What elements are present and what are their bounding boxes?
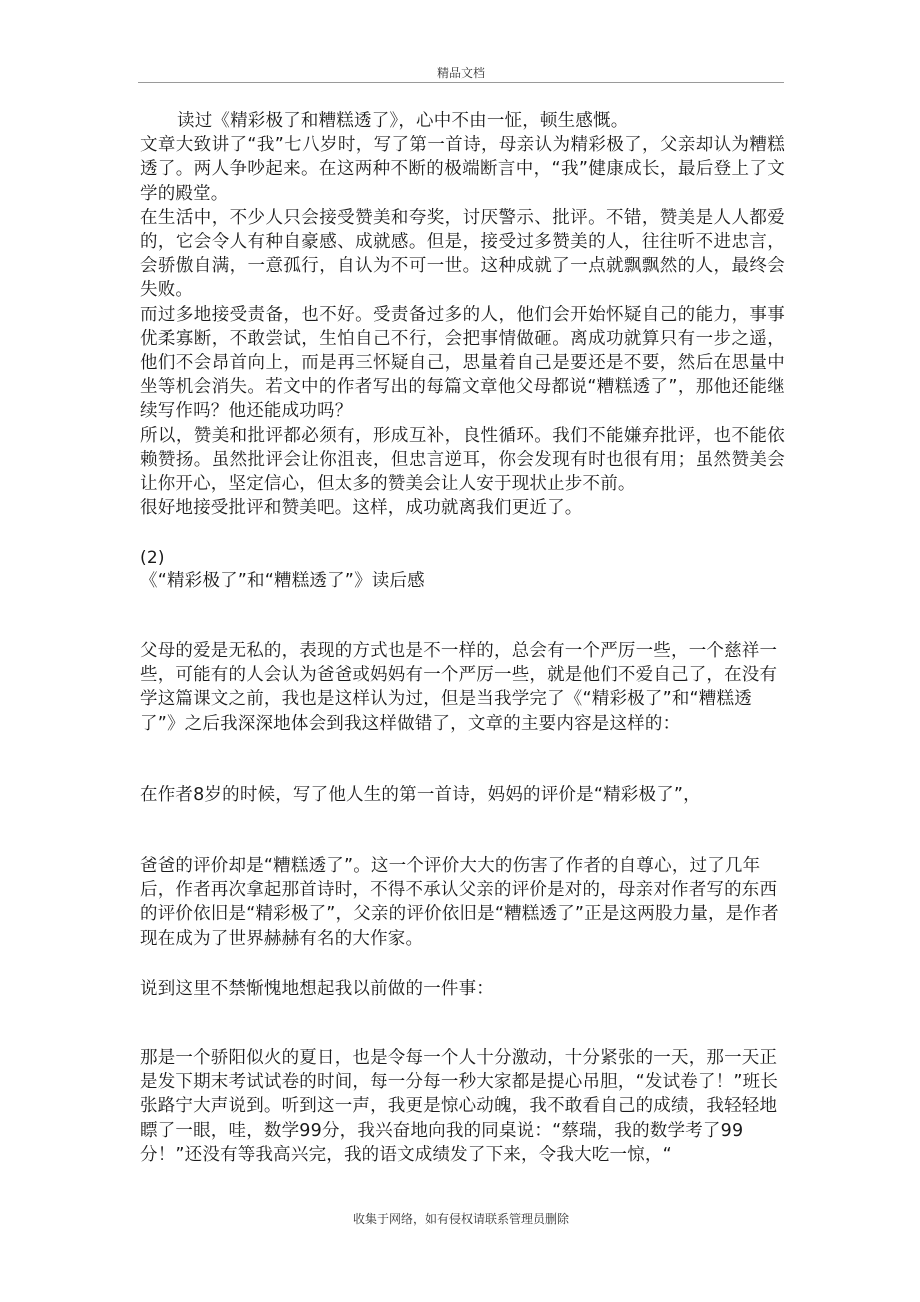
page-footer: 收集于网络，如有侵权请联系管理员删除 — [352, 1212, 569, 1226]
header-divider — [138, 82, 784, 83]
section-number: (2) — [140, 548, 165, 568]
page-header: 精品文档 — [436, 66, 485, 80]
section-title: 《“精彩极了”和“糟糕透了”》读后感 — [140, 571, 425, 591]
paragraph: 说到这里不禁惭愧地想起我以前做的一件事： — [140, 979, 494, 999]
paragraph: 很好地接受批评和赞美吧。这样，成功就离我们更近了。 — [140, 498, 583, 519]
paragraph: 所以，赞美和批评都必须有，形成互补，良性循环。我们不能嫌弃批评，也不能依赖赞扬。虽然批评会让你沮丧，但忠言逆耳，你会发现有时也很有用；虽然赞美会让你开心，坚定信心，但太多的赞美会让人安于现状止步不前。 — [140, 425, 785, 495]
paragraph: 读过《精彩极了和糟糕透了》，心中不由一怔，顿生感慨。 — [177, 111, 629, 131]
paragraph: 而过多地接受责备，也不好。受责备过多的人，他们会开始怀疑自己的能力，事事优柔寡断，不敢尝试，生怕自己不行，会把事情做砸。离成功就算只有一步之遥，他们不会昂首向上，而是再三怀疑自己，思量着自己是要还是不要，然后在思量中坐等机会消失。若文中的作者写出的每篇文章他父母都说“糟糕透了”，那他还能继续写作吗？他还能成功吗？ — [140, 304, 785, 422]
paragraph: 在作者8岁的时候，写了他人生的第一首诗，妈妈的评价是“精彩极了”， — [140, 785, 701, 805]
paragraph: 爸爸的评价却是“糟糕透了”。这一个评价大大的伤害了作者的自尊心，过了几年后，作者再次拿起那首诗时，不得不承认父亲的评价是对的，母亲对作者写的东西的评价依旧是“精彩极了”，父亲的评价依旧是“糟糕透了”正是这两股力量，是作者现在成为了世界赫赫有名的大作家。 — [140, 856, 779, 949]
paragraph: 文章大致讲了“我”七八岁时，写了第一首诗，母亲认为精彩极了，父亲却认为糟糕透了。两人争吵起来。在这两种不断的极端断言中，“我”健康成长，最后登上了文学的殿堂。 — [140, 135, 785, 204]
paragraph: 那是一个骄阳似火的夏日，也是令每一个人十分激动，十分紧张的一天，那一天正是发下期末考试试卷的时间，每一分每一秒大家都是提心吊胆，“发试卷了！”班长张路宁大声说到。听到这一声，我更是惊心动魄，我不敢看自己的成绩，我轻轻地瞟了一眼，哇，数学99分，我兴奋地向我的同桌说：“蔡瑞，我的数学考了99分！”还没有等我高兴完，我的语文成绩发了下来，令我大吃一惊，“ — [140, 1048, 779, 1165]
essay-section-1 — [140, 109, 785, 520]
paragraph: 父母的爱是无私的，表现的方式也是不一样的，总会有一个严厉一些，一个慈祥一些，可能有的人会认为爸爸或妈妈有一个严厉一些，就是他们不爱自己了，在没有学这篇课文之前，我也是这样认为过，但是当我学完了《“精彩极了”和“糟糕透了”》之后我深深地体会到我这样做错了，文章的主要内容是这样的： — [140, 641, 778, 734]
paragraph: 在生活中，不少人只会接受赞美和夸奖，讨厌警示、批评。不错，赞美是人人都爱的，它会令人有种自豪感、成就感。但是，接受过多赞美的人，往往听不进忠言，会骄傲自满，一意孤行，自认为不可一世。这种成就了一点就飘飘然的人，最终会失败。 — [140, 207, 785, 301]
